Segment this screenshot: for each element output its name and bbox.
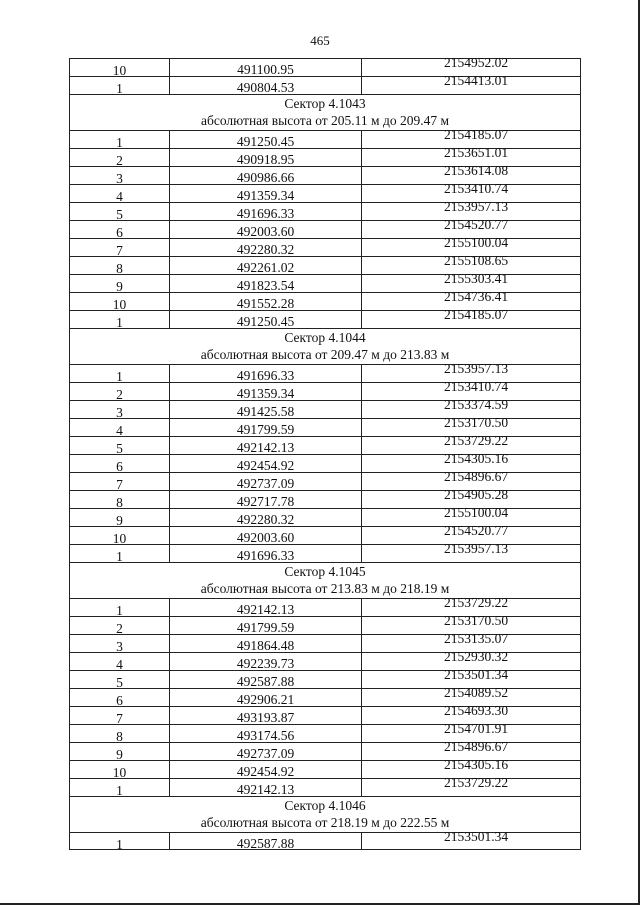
x-coordinate-cell: 493174.56 (170, 725, 362, 742)
x-coordinate-cell: 491359.34 (170, 383, 362, 400)
page-number: 465 (310, 33, 330, 48)
y-coordinate-cell: 2153135.07 (443, 631, 509, 646)
y-coordinate-cell: 2154896.67 (443, 739, 509, 754)
y-coordinate-cell: 2155108.65 (443, 253, 509, 268)
sector-title: Сектор 4.1043 (69, 94, 581, 112)
x-coordinate-cell: 491250.45 (170, 131, 362, 148)
point-number-cell: 1 (70, 77, 170, 94)
y-coordinate-cell: 2154905.28 (443, 487, 509, 502)
point-number-cell: 5 (70, 671, 170, 688)
point-number-cell: 9 (70, 509, 170, 526)
point-number-cell: 8 (70, 725, 170, 742)
table-row (69, 829, 581, 852)
y-coordinate-cell: 2154952.02 (443, 55, 509, 70)
y-coordinate-cell: 2155100.04 (443, 505, 509, 520)
y-coordinate-cell: 2153501.34 (443, 829, 509, 844)
point-number-cell: 5 (70, 203, 170, 220)
sector-altitude-range: абсолютная высота от 213.83 м до 218.19 м (69, 580, 581, 598)
x-coordinate-cell: 492717.78 (170, 491, 362, 508)
point-number-cell: 10 (70, 761, 170, 778)
x-coordinate-cell: 492454.92 (170, 761, 362, 778)
point-number-cell: 2 (70, 617, 170, 634)
y-coordinate-cell: 2155100.04 (443, 235, 509, 250)
y-coordinate-cell: 2154185.07 (443, 307, 509, 322)
x-coordinate-cell: 492142.13 (170, 779, 362, 796)
point-number-cell: 9 (70, 743, 170, 760)
point-number-cell: 6 (70, 221, 170, 238)
y-coordinate-cell: 2152930.32 (443, 649, 509, 664)
point-number-cell: 10 (70, 293, 170, 310)
point-number-cell: 1 (70, 131, 170, 148)
x-coordinate-cell: 491696.33 (170, 365, 362, 382)
point-number-cell: 6 (70, 689, 170, 706)
sector-title: Сектор 4.1046 (69, 796, 581, 814)
sector-altitude-range: абсолютная высота от 218.19 м до 222.55 м (69, 814, 581, 832)
sector-altitude-range: абсолютная высота от 205.11 м до 209.47 м (69, 112, 581, 130)
x-coordinate-cell: 493193.87 (170, 707, 362, 724)
y-coordinate-cell: 2154305.16 (443, 451, 509, 466)
point-number-cell: 7 (70, 239, 170, 256)
x-coordinate-cell: 492239.73 (170, 653, 362, 670)
y-coordinate-cell: 2153410.74 (443, 379, 509, 394)
sector-altitude-range: абсолютная высота от 209.47 м до 213.83 м (69, 346, 581, 364)
y-coordinate-cell: 2154701.91 (443, 721, 509, 736)
y-coordinate-cell: 2153410.74 (443, 181, 509, 196)
x-coordinate-cell: 491696.33 (170, 203, 362, 220)
point-number-cell: 7 (70, 473, 170, 490)
x-coordinate-cell: 492587.88 (170, 833, 362, 849)
point-number-cell: 3 (70, 401, 170, 418)
y-coordinate-cell: 2153729.22 (443, 775, 509, 790)
point-number-cell: 10 (70, 527, 170, 544)
x-coordinate-cell: 490986.66 (170, 167, 362, 184)
point-number-cell: 4 (70, 653, 170, 670)
point-number-cell: 4 (70, 419, 170, 436)
table-row (69, 307, 581, 330)
x-coordinate-cell: 490804.53 (170, 77, 362, 94)
x-coordinate-cell: 492142.13 (170, 599, 362, 616)
x-coordinate-cell: 492737.09 (170, 473, 362, 490)
table-row (69, 73, 581, 96)
y-coordinate-cell: 2154693.30 (443, 703, 509, 718)
x-coordinate-cell: 492906.21 (170, 689, 362, 706)
point-number-cell: 1 (70, 833, 170, 849)
x-coordinate-cell: 491696.33 (170, 545, 362, 562)
x-coordinate-cell: 490918.95 (170, 149, 362, 166)
point-number-cell: 4 (70, 185, 170, 202)
point-number-cell: 1 (70, 779, 170, 796)
y-coordinate-cell: 2153374.59 (443, 397, 509, 412)
point-number-cell: 1 (70, 599, 170, 616)
x-coordinate-cell: 491864.48 (170, 635, 362, 652)
y-coordinate-cell: 2153957.13 (443, 199, 509, 214)
point-number-cell: 10 (70, 59, 170, 76)
x-coordinate-cell: 491425.58 (170, 401, 362, 418)
point-number-cell: 1 (70, 545, 170, 562)
y-coordinate-cell: 2153614.08 (443, 163, 509, 178)
point-number-cell: 1 (70, 311, 170, 328)
y-coordinate-cell: 2154089.52 (443, 685, 509, 700)
y-coordinate-cell: 2154413.01 (443, 73, 509, 88)
x-coordinate-cell: 491100.95 (170, 59, 362, 76)
sector-title: Сектор 4.1044 (69, 328, 581, 346)
x-coordinate-cell: 491359.34 (170, 185, 362, 202)
y-coordinate-cell: 2153729.22 (443, 595, 509, 610)
y-coordinate-cell: 2153729.22 (443, 433, 509, 448)
x-coordinate-cell: 491799.59 (170, 419, 362, 436)
point-number-cell: 7 (70, 707, 170, 724)
x-coordinate-cell: 492454.92 (170, 455, 362, 472)
x-coordinate-cell: 492261.02 (170, 257, 362, 274)
point-number-cell: 5 (70, 437, 170, 454)
coordinates-table (69, 55, 581, 852)
point-number-cell: 9 (70, 275, 170, 292)
y-coordinate-cell: 2153501.34 (443, 667, 509, 682)
x-coordinate-cell: 491799.59 (170, 617, 362, 634)
point-number-cell: 3 (70, 635, 170, 652)
sector-title: Сектор 4.1045 (69, 562, 581, 580)
y-coordinate-cell: 2154736.41 (443, 289, 509, 304)
x-coordinate-cell: 491552.28 (170, 293, 362, 310)
table-row (69, 541, 581, 564)
point-number-cell: 8 (70, 257, 170, 274)
y-coordinate-cell: 2153957.13 (443, 361, 509, 376)
table-row (69, 775, 581, 798)
point-number-cell: 3 (70, 167, 170, 184)
x-coordinate-cell: 491823.54 (170, 275, 362, 292)
y-coordinate-cell: 2154305.16 (443, 757, 509, 772)
x-coordinate-cell: 492737.09 (170, 743, 362, 760)
x-coordinate-cell: 492003.60 (170, 527, 362, 544)
y-coordinate-cell: 2154896.67 (443, 469, 509, 484)
y-coordinate-cell: 2153957.13 (443, 541, 509, 556)
x-coordinate-cell: 492003.60 (170, 221, 362, 238)
x-coordinate-cell: 492280.32 (170, 239, 362, 256)
x-coordinate-cell: 492142.13 (170, 437, 362, 454)
x-coordinate-cell: 491250.45 (170, 311, 362, 328)
y-coordinate-cell: 2154520.77 (443, 523, 509, 538)
point-number-cell: 6 (70, 455, 170, 472)
y-coordinate-cell: 2153651.01 (443, 145, 509, 160)
x-coordinate-cell: 492280.32 (170, 509, 362, 526)
point-number-cell: 2 (70, 383, 170, 400)
y-coordinate-cell: 2155303.41 (443, 271, 509, 286)
y-coordinate-cell: 2153170.50 (443, 613, 509, 628)
y-coordinate-cell: 2154520.77 (443, 217, 509, 232)
y-coordinate-cell: 2154185.07 (443, 127, 509, 142)
point-number-cell: 1 (70, 365, 170, 382)
point-number-cell: 2 (70, 149, 170, 166)
point-number-cell: 8 (70, 491, 170, 508)
x-coordinate-cell: 492587.88 (170, 671, 362, 688)
y-coordinate-cell: 2153170.50 (443, 415, 509, 430)
